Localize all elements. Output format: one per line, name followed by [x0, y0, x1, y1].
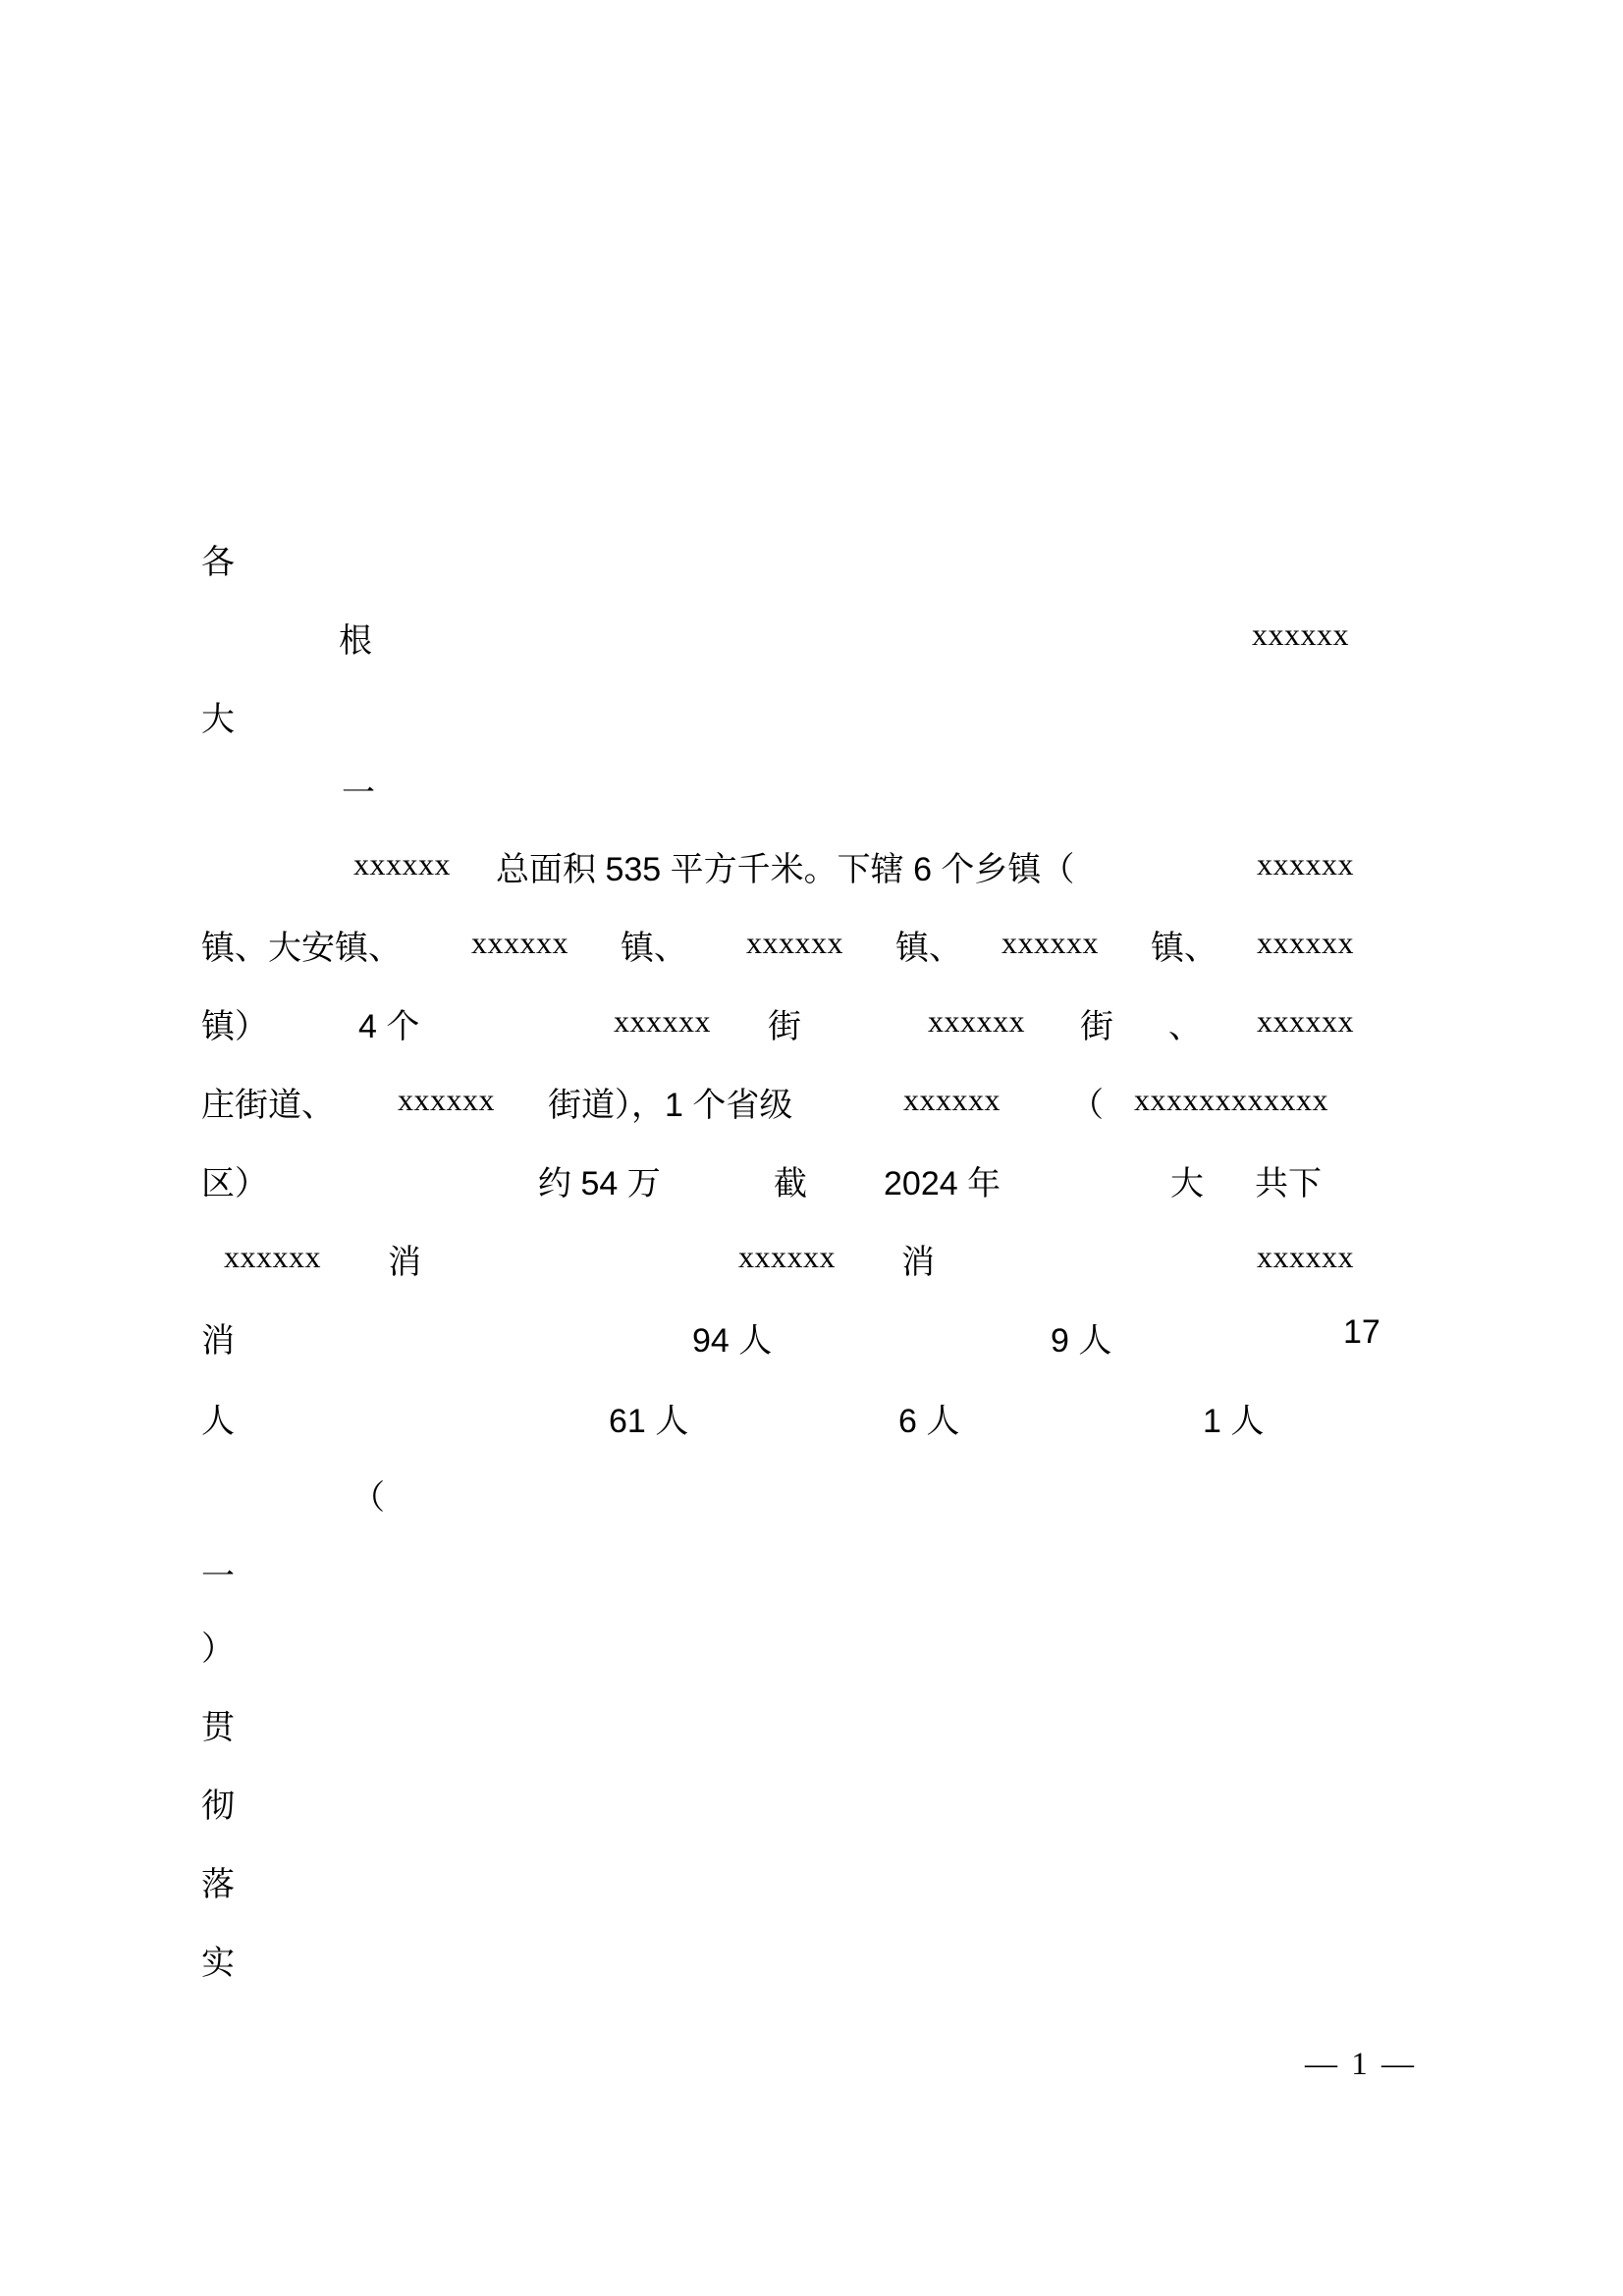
paragraph-line4-a: 庄街道、	[201, 1087, 335, 1124]
text-fragment-gen: 根	[339, 622, 372, 660]
paragraph-line6-x2: xxxxxx	[738, 1239, 836, 1274]
paragraph-line8-a: 人	[201, 1403, 235, 1440]
paragraph-line2-x3: xxxxxx	[1001, 925, 1099, 960]
paragraph-line3-a: 镇）	[201, 1008, 268, 1045]
paragraph-line1-x: xxxxxx	[353, 846, 451, 881]
paragraph-line6-x1: xxxxxx	[224, 1239, 321, 1274]
paragraph-line2-c: 镇、	[895, 930, 962, 967]
paragraph-line3-e: 、	[1168, 1008, 1202, 1045]
paragraph-line3-x2: xxxxxx	[928, 1003, 1025, 1039]
paragraph-line3-b: 4 个	[358, 1008, 420, 1045]
text-fragment-x-top-right: xxxxxx	[1252, 616, 1349, 652]
paragraph-line3-d: 街	[1080, 1008, 1113, 1045]
paragraph-line7-a: 消	[201, 1322, 235, 1360]
paragraph-line8-b: 61 人	[609, 1403, 689, 1440]
paragraph-line5-d: 2024 年	[884, 1165, 1001, 1202]
paragraph-line6-b: 消	[901, 1244, 935, 1281]
text-fragment-da: 大	[201, 701, 235, 738]
paragraph-line6-x3: xxxxxx	[1257, 1239, 1354, 1274]
paragraph-line4-x2: xxxxxx	[903, 1082, 1001, 1117]
text-fragment-v1: 贯	[201, 1709, 235, 1746]
paragraph-line2-x2: xxxxxx	[746, 925, 843, 960]
text-fragment-ge: 各	[201, 544, 235, 581]
text-fragment-v2: 彻	[201, 1788, 235, 1825]
paragraph-line5-a: 区）	[201, 1165, 268, 1202]
text-fragment-paren-close: ）	[201, 1630, 235, 1668]
paragraph-line2-x4: xxxxxx	[1257, 925, 1354, 960]
paragraph-line2-d: 镇、	[1151, 930, 1217, 967]
paragraph-line8-c: 6 人	[898, 1403, 960, 1440]
paragraph-line5-b: 约 54 万	[538, 1165, 661, 1202]
paragraph-line3-c: 街	[768, 1008, 801, 1045]
paragraph-line4-b: 街道），1 个省级	[548, 1087, 793, 1124]
paragraph-line7-c: 9 人	[1051, 1322, 1112, 1360]
paragraph-line7-d: 17	[1343, 1313, 1380, 1351]
text-fragment-v3: 落	[201, 1866, 235, 1903]
paragraph-line1-x2: xxxxxx	[1257, 846, 1354, 881]
paragraph-line1-text: 总面积 535 平方千米。下辖 6 个乡镇（	[496, 851, 1075, 888]
paragraph-line8-d: 1 人	[1203, 1403, 1265, 1440]
paragraph-line2-a: 镇、大安镇、	[201, 930, 402, 967]
paragraph-line3-x3: xxxxxx	[1257, 1003, 1354, 1039]
paragraph-line3-x1: xxxxxx	[614, 1003, 711, 1039]
paragraph-line4-x1: xxxxxx	[398, 1082, 495, 1117]
text-fragment-dash-1: 一	[342, 774, 375, 812]
text-fragment-paren-open: （	[352, 1479, 385, 1517]
paragraph-line6-a: 消	[388, 1244, 421, 1281]
paragraph-line5-e: 大	[1170, 1165, 1204, 1202]
paragraph-line5-c: 截	[774, 1165, 807, 1202]
text-fragment-v4: 实	[201, 1945, 235, 1982]
page-number: — 1 —	[1305, 2047, 1417, 2082]
paragraph-line2-b: 镇、	[621, 930, 687, 967]
paragraph-line4-c: （	[1070, 1087, 1104, 1124]
paragraph-line4-x3: xxxxxxxxxxxx	[1134, 1082, 1328, 1117]
paragraph-line2-x1: xxxxxx	[471, 925, 568, 960]
paragraph-line7-b: 94 人	[692, 1322, 773, 1360]
paragraph-line5-f: 共下	[1255, 1165, 1322, 1202]
text-fragment-dash-2: 一	[201, 1558, 235, 1595]
